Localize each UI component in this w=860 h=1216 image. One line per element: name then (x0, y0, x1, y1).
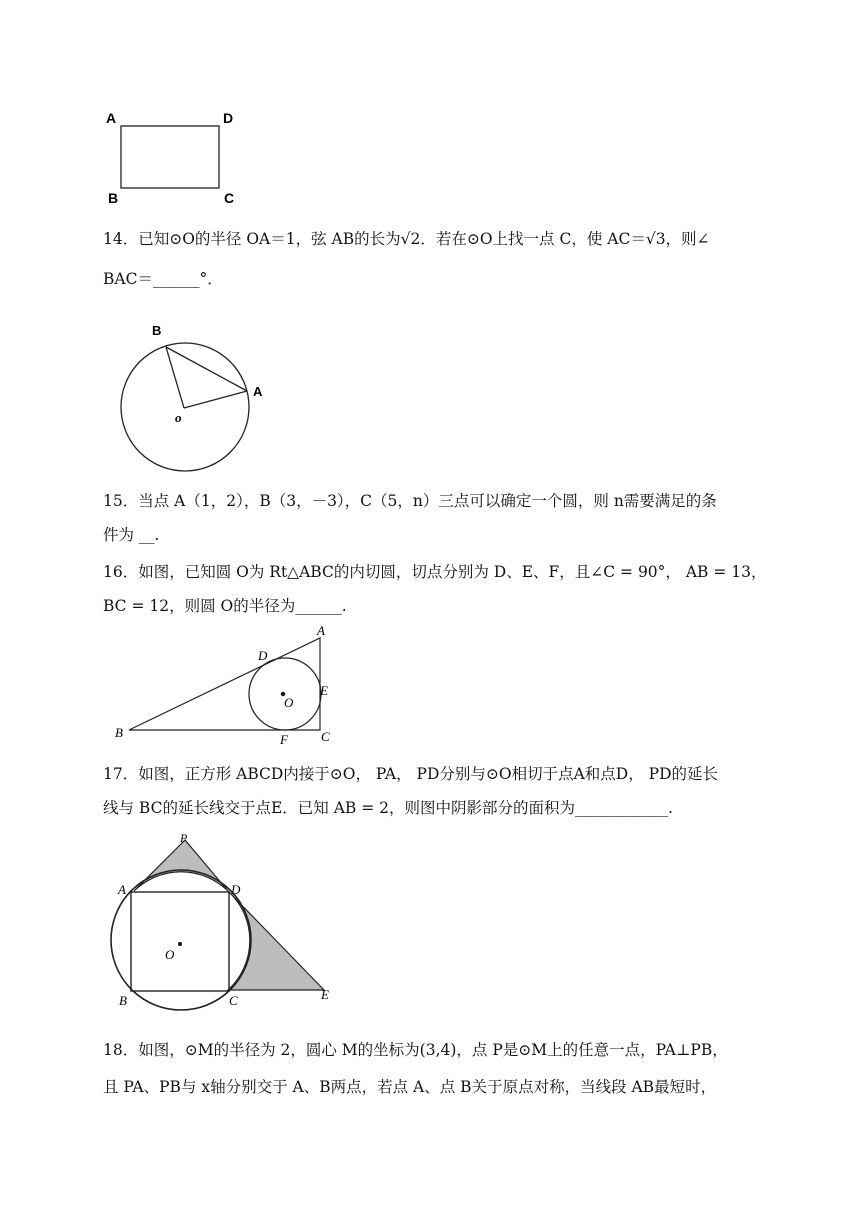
circle-o (111, 870, 251, 1010)
label-D: D (231, 882, 241, 897)
question-14-line-1: 14．已知⊙O的半径 OA＝1，弦 AB的长为√2．若在⊙O上找一点 C，使 AC＝√3，则∠ (103, 230, 710, 248)
label-A: A (106, 110, 117, 126)
label-O: O (284, 695, 294, 710)
circle-o (121, 343, 249, 471)
rectangle-figure (100, 105, 250, 210)
right-triangle-abc (129, 638, 320, 730)
chord-ab (166, 347, 247, 391)
question-16-line-1: 16．如图，已知圆 O为 Rt△ABC的内切圆，切点分别为 D、E、F，且∠C = 90°， AB = 13， (103, 563, 767, 581)
label-P: P (180, 831, 188, 845)
label-B: B (119, 993, 127, 1008)
label-B: B (108, 190, 119, 206)
label-E: E (321, 987, 329, 1002)
center-dot (178, 942, 182, 946)
question-17-line-2: 线与 BC的延长线交于点E．已知 AB = 2，则图中阴影部分的面积为____________. (103, 799, 673, 817)
label-B: B (115, 725, 123, 740)
question-18-line-2: 且 PA、PB与 x轴分别交于 A、B两点，若点 A、点 B关于原点对称，当线段 AB最短时， (103, 1078, 717, 1096)
rectangle-abcd (121, 126, 219, 188)
radius-oa (184, 391, 247, 408)
label-E: E (320, 683, 328, 698)
label-O: O (165, 947, 175, 962)
question-17-line-1: 17．如图，正方形 ABCD内接于⊙O， PA， PD分别与⊙O相切于点A和点D， PD的延长 (103, 765, 719, 783)
label-C: C (229, 993, 238, 1008)
triangle-incircle-figure (105, 620, 345, 745)
question-16-line-2: BC = 12，则圆 O的半径为______. (103, 597, 347, 615)
square-circle-figure (100, 830, 350, 1015)
question-14-line-2: BAC＝______°． (103, 270, 223, 288)
label-D: D (258, 648, 268, 663)
shaded-region-top (134, 840, 228, 891)
question-18-line-1: 18．如图，⊙M的半径为 2，圆心 M的坐标为(3,4)，点 P是⊙M上的任意一点，PA⊥PB， (103, 1041, 728, 1059)
label-O: o (175, 410, 182, 425)
label-C: C (224, 190, 235, 206)
square-abcd (131, 892, 229, 991)
label-A: A (317, 623, 325, 638)
label-B: B (152, 323, 162, 338)
question-15-line-1: 15．当点 A（1，2），B（3，－3），C（5，n）三点可以确定一个圆，则 n需要满足的条 (103, 492, 717, 510)
label-D: D (223, 110, 234, 126)
radius-ob (166, 347, 184, 408)
label-A: A (118, 882, 126, 897)
label-C: C (321, 729, 330, 744)
label-F: F (280, 732, 288, 745)
question-15-line-2: 件为 __. (103, 526, 160, 544)
circle-figure-q14 (110, 318, 280, 483)
label-A: A (253, 384, 263, 399)
